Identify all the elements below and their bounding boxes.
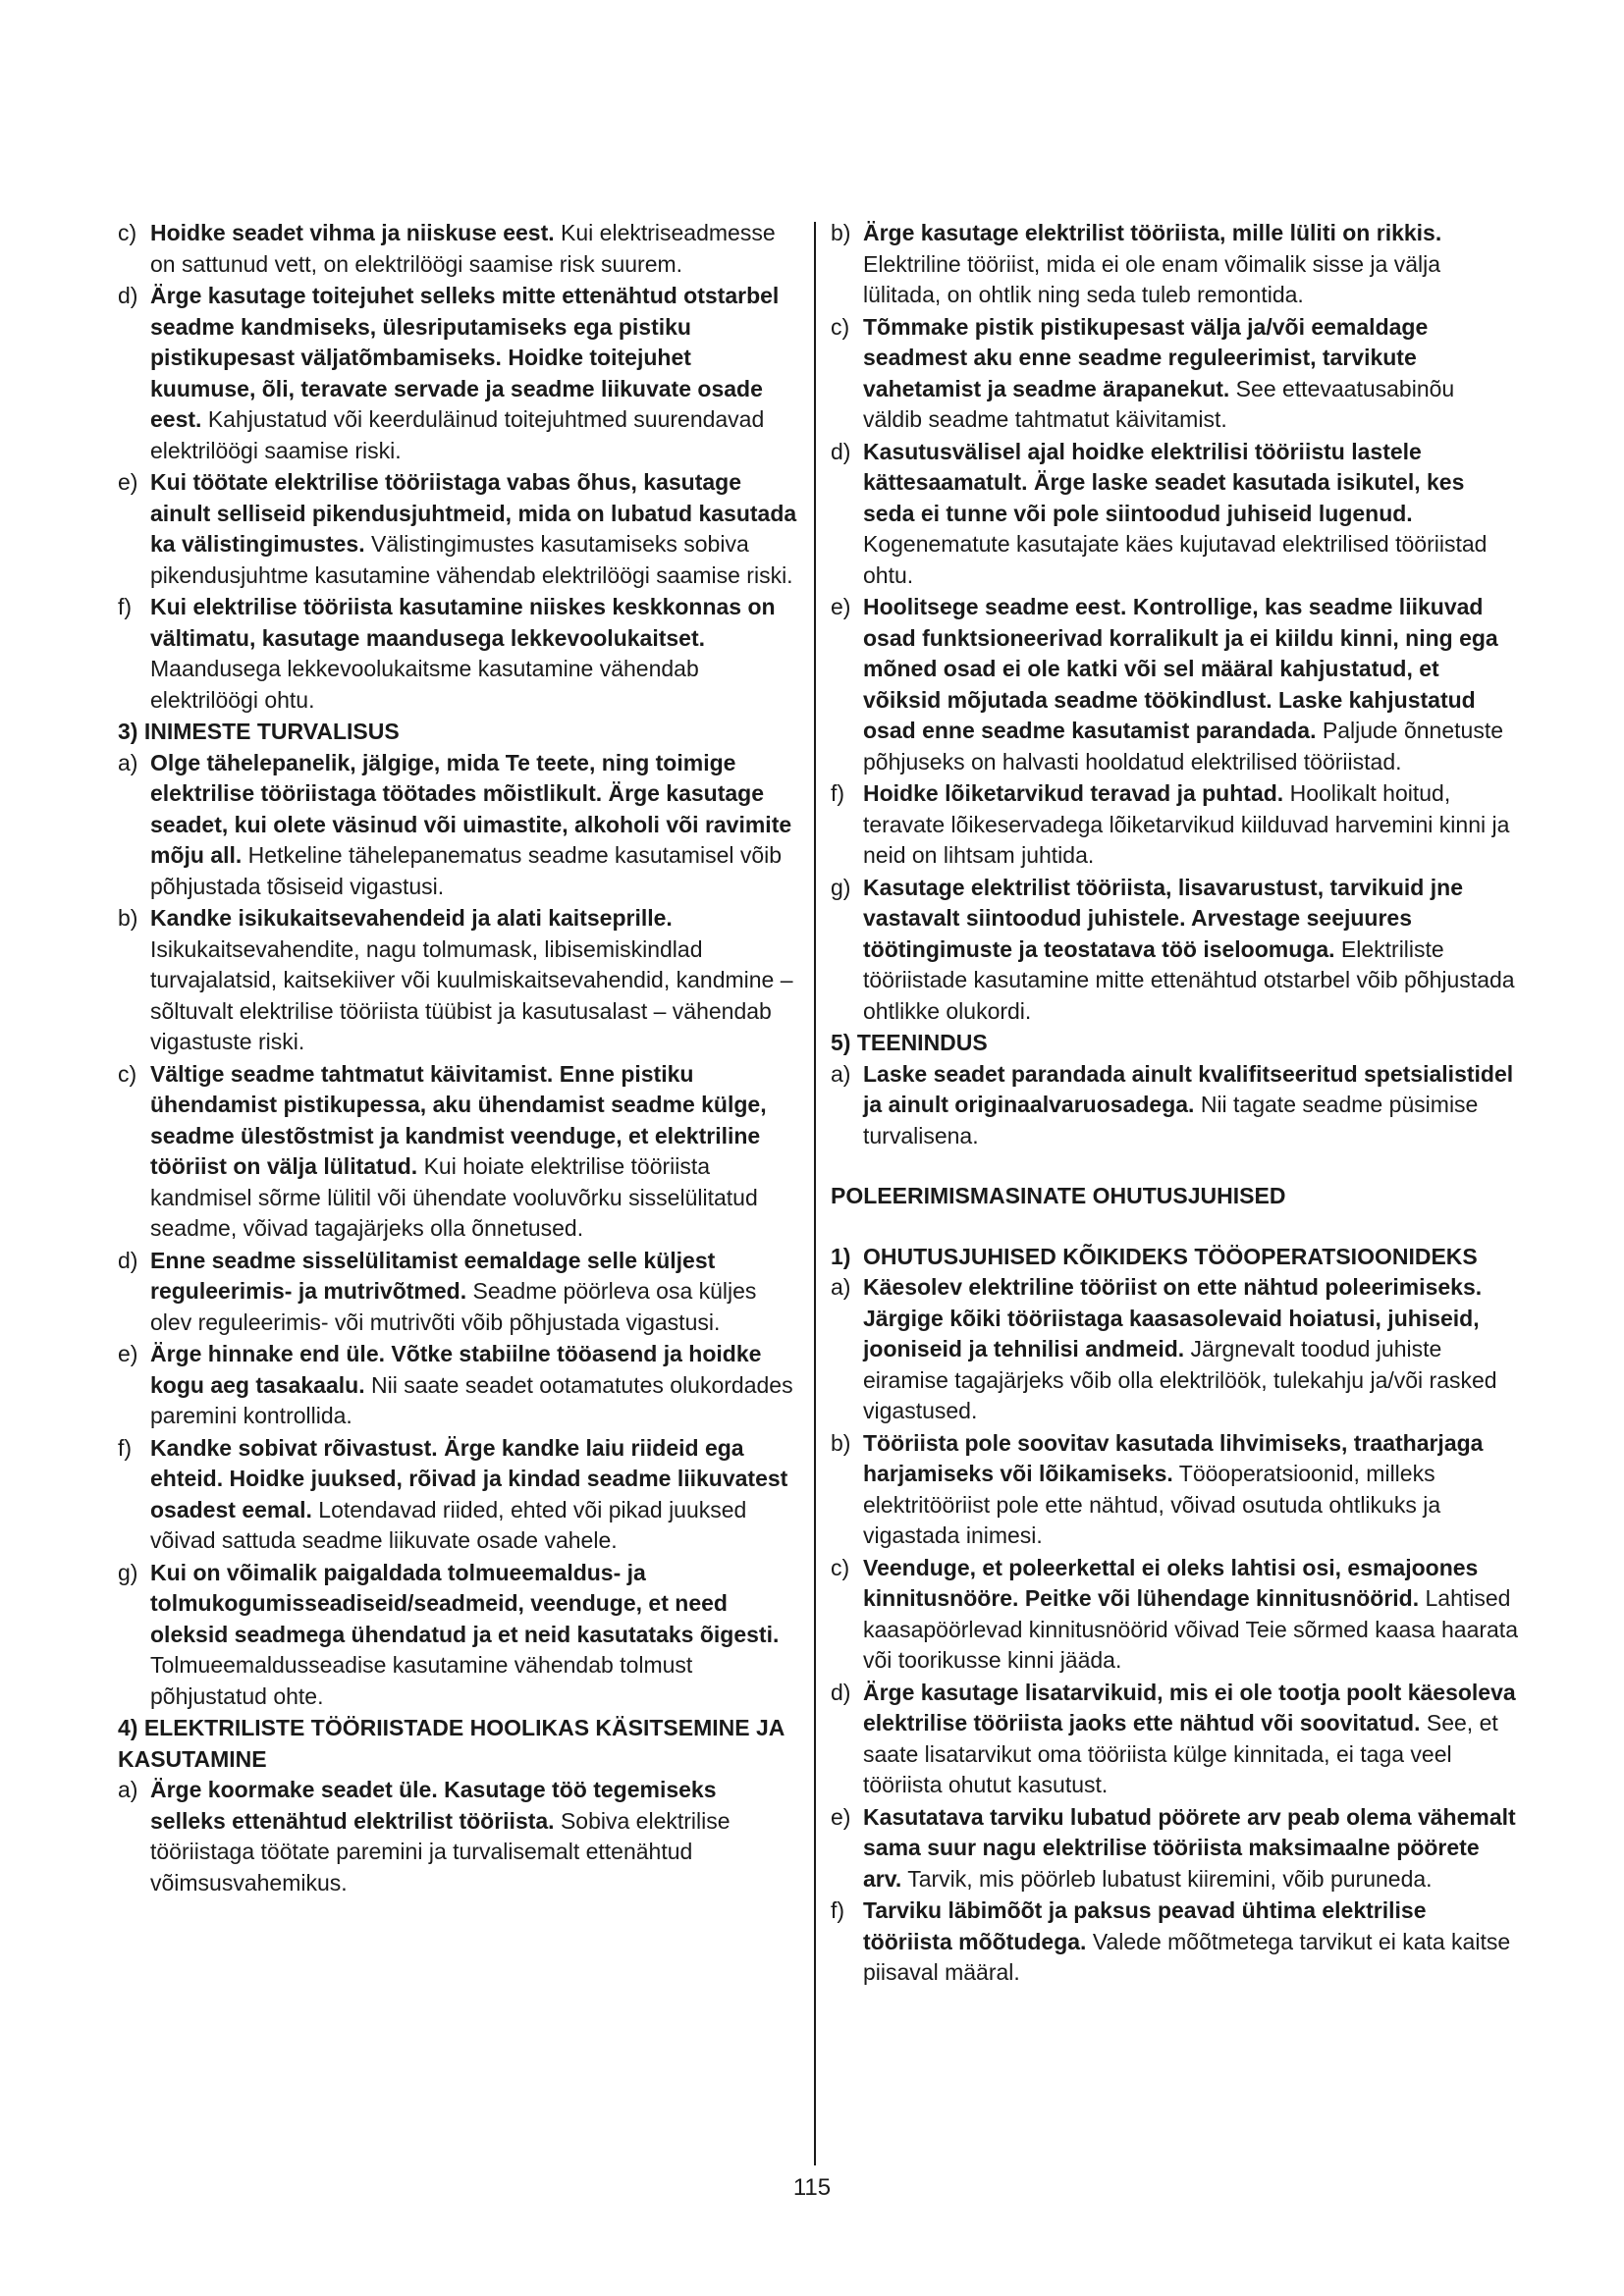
list-item (831, 1272, 1518, 1427)
list-item (831, 592, 1518, 777)
item-normal-text: Kahjustatud või keerduläinud toitejuhtmed suurendavad elektrilöögi saamise riski. (150, 406, 765, 463)
list-item (831, 1428, 1518, 1552)
section-title: POLEERIMISMASINATE OHUTUSJUHISED (831, 1183, 1286, 1208)
item-bold-text: Laske seadet parandada ainult kvalifitseeritud spetsialistidel ja ainult originaalvaruosadega. (863, 1060, 1514, 1117)
list-item (118, 592, 797, 716)
list-item (118, 281, 797, 466)
item-bold-text: Ärge koormake seadet üle. Kasutage töö tegemiseks selleks ettenähtud elektrilist tööriista. (150, 1777, 717, 1834)
item-bold-text: Veenduge, et poleerkettal ei oleks lahtisi osi, esmajoones kinnitusnööre. Peitke või lühendage kinnitusnöörid. (863, 1554, 1479, 1611)
item-bold-text: Olge tähelepanelik, jälgige, mida Te teete, ning toimige elektrilise tööriistaga töötades mõistlikult. Ärge kasutage seadet, kui olete väsinud või uimastite, alkoholi või ravimite mõju all. (150, 749, 792, 868)
left-items-section-2 (118, 218, 797, 716)
item-label: a) (118, 749, 138, 775)
item-text (863, 1428, 1518, 1552)
item-text (863, 873, 1518, 1028)
item-text (150, 1059, 797, 1245)
item-normal-text: Tolmueemaldusseadise kasutamine vähendab tolmust põhjustatud ohte. (150, 1652, 693, 1709)
item-text (863, 592, 1518, 777)
item-label: f) (118, 1434, 133, 1461)
heading-section-4: 4) ELEKTRILISTE TÖÖRIISTADE HOOLIKAS KÄSITSEMINE JA KASUTAMINE (118, 1715, 785, 1772)
sub-heading-text: OHUTUSJUHISED KÕIKIDEKS TÖÖOPERATSIOONIDEKS (863, 1243, 1478, 1269)
item-text (150, 218, 797, 280)
item-label: g) (118, 1559, 138, 1585)
list-item (831, 1896, 1518, 1989)
item-normal-text: Valede mõõtmetega tarvikut ei kata kaitse piisaval määral. (863, 1928, 1511, 1985)
right-items-sub-section (831, 1272, 1518, 1989)
list-item (831, 218, 1518, 311)
sub-heading (831, 1242, 1518, 1273)
item-normal-text: See ettevaatusabinõu väldib seadme tahtmatut käivitamist. (863, 375, 1455, 432)
list-item (118, 218, 797, 280)
list-item (118, 467, 797, 591)
item-text (863, 778, 1518, 872)
list-item (118, 1059, 797, 1245)
item-text (150, 1558, 797, 1713)
list-item (831, 873, 1518, 1028)
list-item (118, 748, 797, 903)
item-normal-text: Nii tagate seadme püsimise turvalisena. (863, 1092, 1479, 1148)
item-normal-text: Järgnevalt toodud juhiste eiramise tagajärjeks võib olla elektrilöök, tulekahju ja/või rasked vigastused. (863, 1336, 1497, 1423)
item-label: f) (118, 594, 133, 619)
list-item (831, 312, 1518, 436)
item-text (863, 1553, 1518, 1677)
item-bold-text: Tõmmake pistik pistikupesast välja ja/või eemaldage seadmest aku enne seadme reguleerimist, tarvikute vahetamist ja seadme ärapanekut. (863, 313, 1429, 401)
item-label: e) (831, 1803, 851, 1830)
item-bold-text: Enne seadme sisselülitamist eemaldage selle küljest reguleerimis- ja mutrivõtmed. (150, 1247, 716, 1304)
heading-section-5: 5) TEENINDUS (831, 1030, 988, 1055)
item-normal-text: Seadme pöörleva osa küljes olev reguleerimis- või mutrivõti võib põhjustada vigastusi. (150, 1278, 757, 1335)
item-normal-text: Välistingimustes kasutamiseks sobiva pikendusjuhtme kasutamine vähendab elektrilöögi saamise riski. (150, 531, 793, 588)
list-item (118, 1246, 797, 1339)
item-bold-text: Ärge kasutage toitejuhet selleks mitte ettenähtud otstarbel seadme kandmiseks, ülesriputamiseks ega pistiku pistikupesast väljatõmbamiseks. Hoidke toitejuhet kuumuse, õli, teravate servade ja seadme liikuvate osade eest. (150, 283, 780, 432)
item-bold-text: Kandke sobivat rõivastust. Ärge kandke laiu riideid ega ehteid. Hoidke juuksed, rõivad ja kindad seadme liikuvatest osadest eemal. (150, 1434, 788, 1522)
item-bold-text: Kui elektrilise tööriista kasutamine niiskes keskkonnas on vältimatu, kasutage maandusega lekkevoolukaitset. (150, 594, 776, 651)
item-normal-text: Tööoperatsioonid, milleks elektritööriist pole ette nähtud, võivad osutuda ohtlikuks ja vigastada inimesi. (863, 1461, 1441, 1548)
item-text (150, 467, 797, 591)
item-text (150, 1339, 797, 1432)
item-label: a) (831, 1274, 851, 1300)
item-bold-text: Tööriista pole soovitav kasutada lihvimiseks, traatharjaga harjamiseks või lõikamiseks. (863, 1429, 1484, 1486)
item-text (150, 1775, 797, 1898)
item-text (863, 312, 1518, 436)
item-label: f) (831, 1897, 845, 1923)
item-text (150, 1246, 797, 1339)
item-normal-text: Lotendavad riided, ehted või pikad juuksed võivad sattuda seadme liikuvate osade vahele. (150, 1496, 747, 1553)
item-text (863, 218, 1518, 311)
item-label: e) (831, 594, 851, 619)
item-text (150, 748, 797, 903)
left-items-section-4 (118, 1775, 797, 1898)
list-item (118, 1339, 797, 1432)
list-item (118, 1433, 797, 1557)
item-bold-text: Hoidke lõiketarvikud teravad ja puhtad. (863, 780, 1284, 806)
item-bold-text: Kasutage elektrilist tööriista, lisavarustust, tarvikuid jne vastavalt siintoodud juhistele. Arvestage seejuures töötingimuste ja teostatava töö iseloomuga. (863, 874, 1463, 962)
column-divider (814, 222, 816, 2165)
list-item (118, 1558, 797, 1713)
heading-section-3: 3) INIMESTE TURVALISUS (118, 719, 400, 744)
list-item (831, 1678, 1518, 1801)
right-items-section-5 (831, 1059, 1518, 1152)
item-bold-text: Ärge hinnake end üle. Võtke stabiilne tööasend ja hoidke kogu aeg tasakaalu. (150, 1341, 762, 1398)
item-text (150, 592, 797, 716)
list-item (831, 778, 1518, 872)
item-label: c) (831, 313, 850, 340)
item-label: a) (831, 1060, 851, 1087)
item-text (863, 1678, 1518, 1801)
item-bold-text: Käesolev elektriline tööriist on ette nähtud poleerimiseks. Järgige kõiki tööriistaga kaasasolevaid hoiatusi, juhiseid, jooniseid ja tehnilisi andmeid. (863, 1274, 1483, 1362)
item-label: c) (118, 1060, 137, 1087)
list-item (831, 1802, 1518, 1896)
list-item (831, 1553, 1518, 1677)
item-text (150, 281, 797, 466)
item-text (863, 1802, 1518, 1896)
item-normal-text: Elektriline tööriist, mida ei ole enam võimalik sisse ja välja lülitada, on ohtlik ning seda tuleb remontida. (863, 250, 1441, 307)
item-bold-text: Ärge kasutage elektrilist tööriista, mille lüliti on rikkis. (863, 220, 1442, 245)
item-normal-text: Kui hoiate elektrilise tööriista kandmisel sõrme lülitil või ühendate vooluvõrku sisselülitatud seadme, võivad tagajärjeks olla õnnetused. (150, 1153, 758, 1241)
item-normal-text: Sobiva elektrilise tööriistaga töötate paremini ja turvalisemalt ettenähtud võimsusvahemikus. (150, 1807, 731, 1896)
item-normal-text: Nii saate seadet ootamatutes olukordades paremini kontrollida. (150, 1371, 793, 1428)
right-column (831, 218, 1518, 1990)
item-bold-text: Kasutatava tarviku lubatud pöörete arv peab olema vähemalt sama suur nagu elektrilise tööriista maksimaalne pöörete arv. (863, 1803, 1516, 1892)
item-normal-text: Isikukaitsevahendite, nagu tolmumask, libisemiskindlad turvajalatsid, kaitsekiiver või kuulmiskaitsevahendid, kandmine – sõltuvalt elektrilise tööriista tüübist ja kasutusalast – vähendab vigastuste riski. (150, 935, 793, 1054)
item-label: d) (118, 283, 138, 308)
item-normal-text: Tarvik, mis pöörleb lubatust kiiremini, võib puruneda. (901, 1865, 1433, 1892)
item-label: c) (831, 1554, 850, 1580)
item-bold-text: Hoidke seadet vihma ja niiskuse eest. (150, 220, 555, 245)
list-item (831, 437, 1518, 592)
item-label: d) (118, 1247, 138, 1273)
item-normal-text: See, et saate lisatarvikut oma tööriista külge kinnitada, ei taga veel tööriista ohutut kasutust. (863, 1710, 1498, 1797)
item-text (863, 1272, 1518, 1427)
sub-heading-number: 1) (831, 1243, 851, 1269)
item-bold-text: Vältige seadme tahtmatut käivitamist. Enne pistiku ühendamist pistikupessa, aku ühendamist seadme külge, seadme ülestõstmist ja kandmist veenduge, et elektriline tööriist on välja lülitatud. (150, 1060, 767, 1179)
item-label: c) (118, 220, 137, 245)
item-label: e) (118, 469, 138, 495)
item-bold-text: Kui töötate elektrilise tööriistaga vabas õhus, kasutage ainult selliseid pikendusjuhtmeid, mida on lubatud kasutada ka välistingimustes. (150, 469, 797, 557)
item-normal-text: Lahtised kaasapöörlevad kinnitusnöörid võivad Teie sõrmed kaasa haarata või toorikusse kinni jääda. (863, 1585, 1518, 1673)
item-bold-text: Tarviku läbimõõt ja paksus peavad ühtima elektrilise tööriista mõõtudega. (863, 1897, 1427, 1954)
item-bold-text: Kandke isikukaitsevahendeid ja alati kaitseprille. (150, 905, 673, 931)
item-normal-text: Elektriliste tööriistade kasutamine mitte ettenähtud otstarbel võib põhjustada ohtlikke olukordi. (863, 935, 1515, 1024)
item-label: a) (118, 1777, 138, 1802)
list-item (831, 1059, 1518, 1152)
item-label: b) (831, 220, 851, 245)
left-column (118, 218, 797, 1899)
item-text (863, 437, 1518, 592)
item-bold-text: Ärge kasutage lisatarvikuid, mis ei ole tootja poolt käesoleva elektrilise tööriista jaoks ette nähtud või soovitatud. (863, 1679, 1516, 1735)
item-text (150, 903, 797, 1058)
item-label: b) (118, 905, 138, 931)
item-normal-text: Kui elektriseadmesse on sattunud vett, on elektrilöögi saamise risk suurem. (150, 220, 776, 277)
item-text (863, 1059, 1518, 1152)
right-items-section-4 (831, 218, 1518, 1027)
item-label: b) (831, 1429, 851, 1456)
item-bold-text: Kasutusvälisel ajal hoidke elektrilisi tööriistu lastele kättesaamatult. Ärge laske seadet kasutada isikutel, kes seda ei tunne või pole siintoodud juhiseid lugenud. (863, 438, 1465, 526)
item-text (150, 1433, 797, 1557)
left-items-section-3 (118, 748, 797, 1713)
list-item (118, 1775, 797, 1898)
item-normal-text: Kogenematute kasutajate käes kujutavad elektrilised tööriistad ohtu. (863, 531, 1488, 588)
item-label: d) (831, 438, 851, 464)
item-normal-text: Maandusega lekkevoolukaitsme kasutamine vähendab elektrilöögi ohtu. (150, 656, 699, 713)
item-text (863, 1896, 1518, 1989)
item-label: f) (831, 780, 845, 806)
item-bold-text: Hoolitsege seadme eest. Kontrollige, kas seadme liikuvad osad funktsioneerivad korralikult ja ei kiildu kinni, ning ega mõned osad ei ole katki või sel määral kahjustatud, et võiksid mõjutada seadme töökindlust. Laske kahjustatud osad enne seadme kasutamist parandada. (863, 594, 1498, 743)
item-label: g) (831, 874, 851, 900)
item-label: e) (118, 1341, 138, 1366)
item-normal-text: Hetkeline tähelepanematus seadme kasutamisel võib põhjustada tõsiseid vigastusi. (150, 842, 783, 899)
list-item (118, 903, 797, 1058)
item-bold-text: Kui on võimalik paigaldada tolmueemaldus- ja tolmukogumisseadiseid/seadmeid, veenduge, et need oleksid seadmega ühendatud ja et neid kasutataks õigesti. (150, 1559, 780, 1647)
page-number: 115 (792, 2174, 832, 2201)
item-label: d) (831, 1679, 851, 1705)
item-normal-text: Paljude õnnetuste põhjuseks on halvasti hooldatud elektrilised tööriistad. (863, 718, 1504, 774)
item-normal-text: Hoolikalt hoitud, teravate lõikeservadega lõiketarvikud kiilduvad harvemini kinni ja neid on lihtsam juhtida. (863, 780, 1510, 868)
